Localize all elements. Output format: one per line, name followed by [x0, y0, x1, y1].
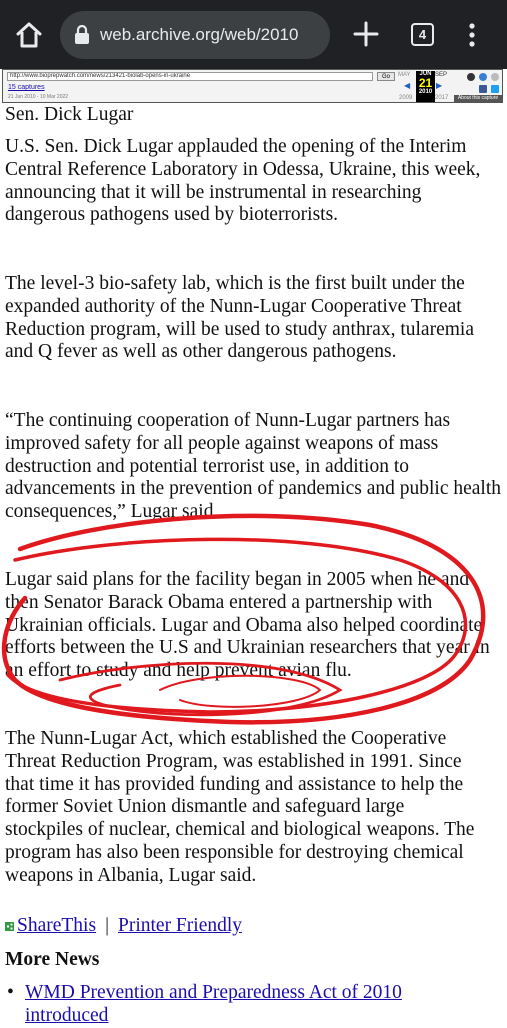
article-paragraph: U.S. Sen. Dick Lugar applauded the opening of the Interim Central Reference Laboratory in Odessa, Ukraine, this week, announcing that it will be instrumental in researching dangerous pathogens used by bioterrorists. [5, 136, 481, 226]
address-bar-url: web.archive.org/web/2010 [100, 25, 299, 44]
more-news-list [5, 982, 485, 1028]
facebook-icon[interactable] [479, 85, 487, 93]
wayback-toolbar [2, 69, 503, 103]
wayback-prev-year: 2009 [399, 95, 413, 101]
wayback-about-capture-button[interactable]: About this capture [454, 95, 502, 102]
wayback-go-button[interactable]: Go [377, 72, 395, 81]
printer-friendly-link[interactable]: Printer Friendly [117, 915, 243, 936]
wayback-current-month: JUN [419, 71, 432, 77]
wayback-prev-month[interactable]: MAY [398, 72, 411, 78]
news-link[interactable]: WMD Prevention and Preparedness Act of 2010 introduced [25, 982, 402, 1026]
article-paragraph: The level-3 bio-safety lab, which is the first built under the expanded authority of the Nunn-Lugar Cooperative Threat Reduction program, will be used to study anthrax, tularemia and Q fever as well as other dangerous pathogens. [5, 273, 474, 363]
sharethis-link[interactable]: ShareThis [17, 915, 97, 936]
address-bar[interactable] [60, 11, 330, 59]
wayback-prev-arrow-icon[interactable]: ◀ [404, 81, 411, 90]
wayback-captures-link[interactable]: 15 captures [8, 84, 45, 91]
wayback-date-range: 21 Jun 2010 - 10 Mar 2022 [8, 94, 69, 100]
share-print-row [5, 915, 242, 938]
wayback-next-month[interactable]: SEP [435, 72, 448, 78]
twitter-icon[interactable] [491, 85, 499, 93]
article-heading: Sen. Dick Lugar [5, 104, 134, 125]
wayback-help-icon[interactable] [479, 73, 487, 81]
more-vert-icon[interactable] [462, 22, 482, 48]
wayback-next-year: 2017 [435, 95, 449, 101]
link-separator: | [105, 915, 109, 936]
article-paragraph: The Nunn-Lugar Act, which established the Cooperative Threat Reduction Program, was established in 1991. Since that time it has provided funding and assistance to help the former Soviet Union dismantle and safeguard large stockpiles of nuclear, chemical and biological weapons. The program has also been responsible for destroying chemical weapons in Albania, Lugar said. [5, 728, 475, 886]
wayback-close-icon[interactable] [491, 73, 499, 81]
browser-toolbar [0, 0, 507, 69]
wayback-url-input[interactable] [7, 72, 373, 81]
new-tab-plus-icon[interactable] [352, 20, 380, 48]
lock-icon [74, 25, 90, 45]
wayback-user-icon[interactable] [467, 73, 475, 81]
share-icon[interactable] [5, 922, 14, 931]
wayback-current-capture [416, 71, 435, 102]
tab-switcher-button[interactable]: 4 [411, 23, 434, 46]
list-item [5, 982, 485, 1028]
wayback-current-day: 21 [418, 76, 433, 90]
home-icon[interactable] [14, 20, 44, 50]
article-paragraph: “The continuing cooperation of Nunn-Lugar partners has improved safety for all people against weapons of mass destruction and potential terrorist use, in addition to advancements in the prevention of pandemics and public health consequences,” Lugar said. [5, 410, 502, 523]
more-news-heading: More News [5, 949, 100, 970]
wayback-next-arrow-icon[interactable]: ▶ [436, 81, 443, 90]
wayback-current-year: 2010 [418, 89, 433, 95]
article-paragraph-highlighted: Lugar said plans for the facility began in 2005 when he and then Senator Barack Obama entered a partnership with Ukrainian officials. Lugar and Obama also helped coordinate efforts between the U.S and Ukrainian researchers that year in an effort to study and help prevent avian flu. [5, 569, 490, 682]
